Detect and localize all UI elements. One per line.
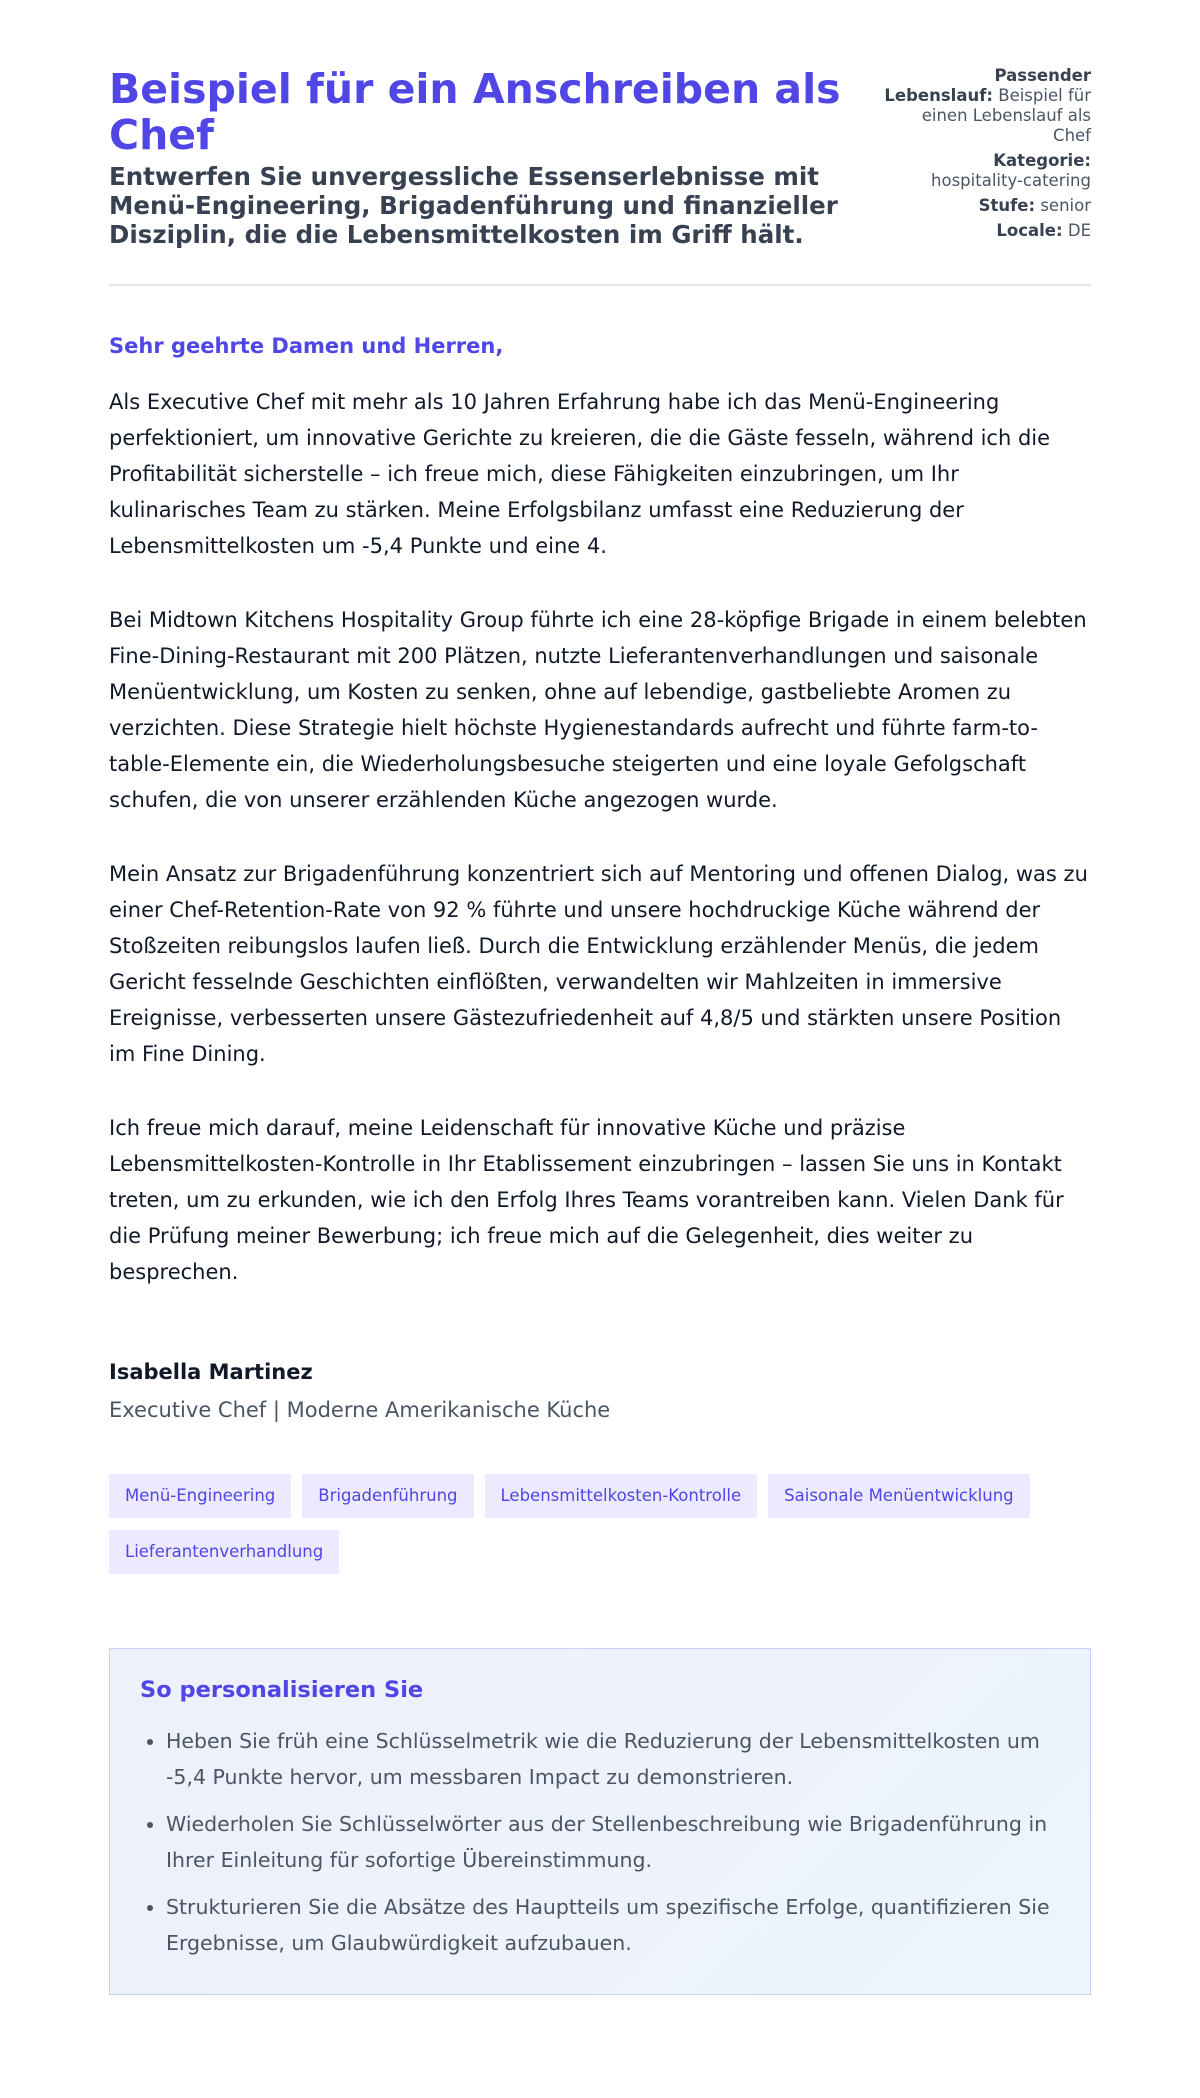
meta-resume-label: Passender Lebenslauf: [884,66,1091,105]
page-subtitle: Entwerfen Sie unvergessliche Essenserlebnisse mit Menü-Engineering, Brigadenführung und finanzieller Disziplin, die die Lebensmittelkosten im Griff hält. [109,162,838,249]
meta-category [881,151,1091,191]
tips-list [140,1723,1060,1961]
meta-level-value: senior [1040,196,1091,215]
meta-locale-label: Locale: [996,221,1063,240]
skill-tag: Menü-Engineering [109,1474,291,1518]
meta-category-value: hospitality-catering [931,171,1091,190]
meta-category-label: Kategorie: [993,151,1091,170]
tips-title: So personalisieren Sie [140,1677,424,1703]
personalize-tips-box [109,1648,1091,1995]
letter-paragraph-2: Bei Midtown Kitchens Hospitality Group führte ich eine 28-köpfige Brigade in einem belebten Fine-Dining-Restaurant mit 200 Plätzen, nutzte Lieferantenverhandlungen und saisonale Menüentwicklung, um Kosten zu senken, ohne auf lebendige, gastbeliebte Aromen zu verzichten. Diese Strategie hielt höchste Hygienestandards aufrecht und führte farm-to-table-Elemente ein, die Wiederholungsbesuche steigerten und eine loyale Gefolgschaft schufen, die von unserer erzählenden Küche angezogen wurde. [109,608,1087,812]
meta-panel [881,66,1091,246]
signature-block [109,1360,1091,1422]
tip-item: • Strukturieren Sie die Absätze des Hauptteils um spezifische Erfolge, quantifizieren Sie Ergebnisse, um Glaubwürdigkeit aufzubauen. [166,1889,1060,1961]
meta-level-label: Stufe: [978,196,1036,215]
signature-title: Executive Chef | Moderne Amerikanische Küche [109,1398,611,1422]
meta-resume [881,66,1091,146]
skill-tags [109,1474,1091,1586]
letter-greeting: Sehr geehrte Damen und Herren, [109,334,504,358]
signature-name: Isabella Martinez [109,1360,313,1384]
letter-paragraph-1: Als Executive Chef mit mehr als 10 Jahren Erfahrung habe ich das Menü-Engineering perfektioniert, um innovative Gerichte zu kreieren, die die Gäste fesseln, während ich die Profitabilität sicherstelle – ich freue mich, diese Fähigkeiten einzubringen, um Ihr kulinarisches Team zu stärken. Meine Erfolgsbilanz umfasst eine Reduzierung der Lebensmittelkosten um -5,4 Punkte und eine 4. [109,390,1051,558]
cover-letter-page [109,0,1091,1995]
page-title: Beispiel für ein Anschreiben als Chef [109,65,841,159]
skill-tag: Brigadenführung [302,1474,473,1518]
skill-tag: Saisonale Menüentwicklung [768,1474,1029,1518]
letter-paragraph-4: Ich freue mich darauf, meine Leidenschaft für innovative Küche und präzise Lebensmittelkosten-Kontrolle in Ihr Etablissement einzubringen – lassen Sie uns in Kontakt treten, um zu erkunden, wie ich den Erfolg Ihres Teams vorantreiben kann. Vielen Dank für die Prüfung meiner Bewerbung; ich freue mich auf die Gelegenheit, dies weiter zu besprechen. [109,1116,1064,1284]
tip-item: • Heben Sie früh eine Schlüsselmetrik wie die Reduzierung der Lebensmittelkosten um -5,4 Punkte hervor, um messbaren Impact zu demonstrieren. [166,1723,1060,1795]
letter-paragraph-3: Mein Ansatz zur Brigadenführung konzentriert sich auf Mentoring und offenen Dialog, was zu einer Chef-Retention-Rate von 92 % führte und unsere hochdruckige Küche während der Stoßzeiten reibungslos laufen ließ. Durch die Entwicklung erzählender Menüs, die jedem Gericht fesselnde Geschichten einflößten, verwandelten wir Mahlzeiten in immersive Ereignisse, verbesserten unsere Gästezufriedenheit auf 4,8/5 und stärkten unsere Position im Fine Dining. [109,862,1088,1066]
meta-level [881,196,1091,216]
letter-body [109,334,1091,1290]
meta-locale [881,221,1091,241]
skill-tag: Lebensmittelkosten-Kontrolle [485,1474,758,1518]
skill-tag: Lieferantenverhandlung [109,1530,339,1574]
meta-locale-value: DE [1067,221,1091,240]
tip-item: • Wiederholen Sie Schlüsselwörter aus der Stellenbeschreibung wie Brigadenführung in Ihrer Einleitung für sofortige Übereinstimmung. [166,1806,1060,1878]
meta-resume-value: Beispiel für einen Lebenslauf als Chef [921,86,1091,145]
page-header [109,66,1091,286]
